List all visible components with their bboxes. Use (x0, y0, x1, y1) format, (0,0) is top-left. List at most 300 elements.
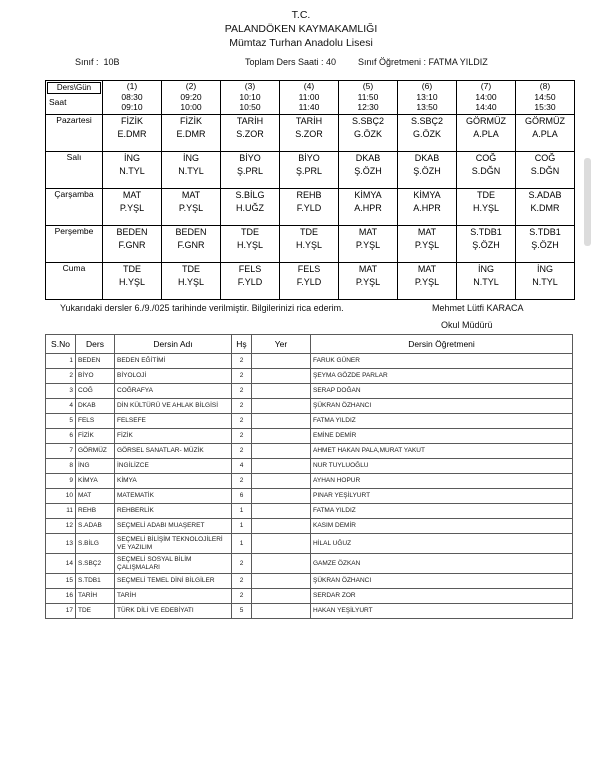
timetable-body (46, 81, 575, 300)
document-header (0, 8, 602, 50)
lesson-course: DKAB (355, 153, 381, 163)
lesson-course: REHB (296, 190, 322, 200)
class-value: 10B (103, 57, 120, 67)
lesson-course: TARİH (295, 116, 323, 126)
course-row-number: 15 (46, 574, 76, 589)
lesson-cell (339, 226, 398, 263)
course-code: S.ADAB (76, 519, 115, 534)
course-place (252, 519, 311, 534)
lesson-teacher: P.YŞL (119, 202, 145, 213)
course-place (252, 444, 311, 459)
lesson-teacher: Ş.PRL (295, 165, 322, 176)
lesson-cell (457, 226, 516, 263)
course-table-header: Dersin Öğretmeni (311, 335, 573, 354)
course-code: DKAB (76, 399, 115, 414)
course-name: SEÇMELİ BİLİŞİM TEKNOLOJİLERİ VE YAZILIM (115, 534, 232, 554)
course-hours: 2 (232, 589, 252, 604)
course-code: FİZİK (76, 429, 115, 444)
course-code: TDE (76, 604, 115, 619)
course-teacher: ŞÜKRAN ÖZHANCI (311, 574, 573, 589)
course-code: GÖRMÜZ (76, 444, 115, 459)
lesson-course: S.ADAB (528, 190, 562, 200)
course-table-row (46, 534, 573, 554)
lesson-cell (103, 226, 162, 263)
course-code: REHB (76, 504, 115, 519)
lesson-teacher: F.YLD (237, 276, 263, 287)
course-code: S.SBÇ2 (76, 554, 115, 574)
period-start-time: 14:50 (534, 91, 556, 102)
saat-label: Saat (49, 97, 67, 107)
lesson-cell (103, 189, 162, 226)
course-name: BİYOLOJİ (115, 369, 232, 384)
course-code: KİMYA (76, 474, 115, 489)
course-table-row (46, 414, 573, 429)
lesson-cell (339, 189, 398, 226)
lesson-cell (516, 115, 575, 152)
lesson-course: S.BİLG (235, 190, 265, 200)
course-code: S.BİLG (76, 534, 115, 554)
period-number: (8) (539, 81, 551, 91)
lesson-teacher: H.YŞL (236, 239, 263, 250)
course-table-header: Dersin Adı (115, 335, 232, 354)
weekly-timetable (45, 80, 575, 300)
course-teacher: HAKAN YEŞİLYURT (311, 604, 573, 619)
course-teacher: KASIM DEMİR (311, 519, 573, 534)
lesson-teacher: Ş.ÖZH (413, 165, 441, 176)
period-start-time: 13:10 (416, 91, 438, 102)
course-place (252, 354, 311, 369)
lesson-course: S.TDB1 (470, 227, 502, 237)
lesson-teacher: P.YŞL (414, 239, 440, 250)
course-name: İNGİLİZCE (115, 459, 232, 474)
lesson-cell (280, 115, 339, 152)
course-table-header: S.No (46, 335, 76, 354)
course-table-row (46, 489, 573, 504)
course-name: SEÇMELİ SOSYAL BİLİM ÇALIŞMALARI (115, 554, 232, 574)
lesson-course: FELS (297, 264, 321, 274)
lesson-course: BEDEN (116, 227, 148, 237)
lesson-course: BEDEN (175, 227, 207, 237)
period-header-cell (280, 81, 339, 115)
course-hours: 1 (232, 534, 252, 554)
course-row-number: 12 (46, 519, 76, 534)
corner-label: Ders\Gün (47, 82, 101, 94)
lesson-teacher: S.DĞN (471, 165, 501, 176)
course-name: SEÇMELİ ADABI MUAŞERET (115, 519, 232, 534)
period-start-time: 10:10 (239, 91, 261, 102)
period-start-time: 11:00 (298, 91, 320, 102)
course-name: MATEMATİK (115, 489, 232, 504)
course-teacher: HİLAL UĞUZ (311, 534, 573, 554)
course-place (252, 504, 311, 519)
period-header-cell (339, 81, 398, 115)
timetable-day-row (46, 226, 575, 263)
course-code: FELS (76, 414, 115, 429)
course-row-number: 13 (46, 534, 76, 554)
course-table-row (46, 384, 573, 399)
lesson-teacher: F.YLD (296, 276, 322, 287)
lesson-course: TDE (241, 227, 259, 237)
course-place (252, 554, 311, 574)
course-name: SEÇMELİ TEMEL DİNİ BİLGİLER (115, 574, 232, 589)
lesson-course: TDE (300, 227, 318, 237)
period-header-cell (516, 81, 575, 115)
lesson-cell (398, 115, 457, 152)
course-place (252, 369, 311, 384)
lesson-course: S.TDB1 (529, 227, 561, 237)
course-place (252, 414, 311, 429)
lesson-cell (457, 263, 516, 300)
period-start-time: 09:20 (180, 91, 202, 102)
lesson-teacher: P.YŞL (355, 276, 381, 287)
lesson-cell (457, 189, 516, 226)
course-table-row (46, 554, 573, 574)
class-info (75, 57, 120, 67)
course-row-number: 11 (46, 504, 76, 519)
lesson-cell (221, 189, 280, 226)
course-hours: 2 (232, 554, 252, 574)
principal-title: Okul Müdürü (441, 320, 493, 330)
lesson-teacher: A.HPR (413, 202, 441, 213)
lesson-course: TDE (182, 264, 200, 274)
course-hours: 2 (232, 574, 252, 589)
course-table-row (46, 429, 573, 444)
course-place (252, 384, 311, 399)
course-name: FİZİK (115, 429, 232, 444)
course-name: COĞRAFYA (115, 384, 232, 399)
lesson-course: TARİH (236, 116, 264, 126)
course-teacher: GAMZE ÖZKAN (311, 554, 573, 574)
lesson-course: MAT (358, 227, 378, 237)
total-hours-info (245, 57, 336, 67)
lesson-course: MAT (181, 190, 201, 200)
lesson-teacher: P.YŞL (355, 239, 381, 250)
lesson-course: FİZİK (180, 116, 202, 126)
course-table-row (46, 354, 573, 369)
course-place (252, 429, 311, 444)
course-hours: 2 (232, 384, 252, 399)
header-district: PALANDÖKEN KAYMAKAMLIĞI (224, 23, 378, 35)
course-row-number: 5 (46, 414, 76, 429)
lesson-teacher: N.TYL (178, 165, 204, 176)
timetable-corner-cell (46, 81, 103, 115)
lesson-course: MAT (417, 227, 437, 237)
course-hours: 1 (232, 519, 252, 534)
course-hours: 1 (232, 504, 252, 519)
period-start-time: 11:50 (357, 91, 379, 102)
lesson-cell (162, 263, 221, 300)
course-row-number: 1 (46, 354, 76, 369)
course-hours: 4 (232, 459, 252, 474)
lesson-cell (280, 189, 339, 226)
course-table-row (46, 399, 573, 414)
course-code: S.TDB1 (76, 574, 115, 589)
lesson-teacher: H.YŞL (472, 202, 499, 213)
course-place (252, 574, 311, 589)
lesson-course: GÖRMÜZ (525, 116, 565, 126)
lesson-cell (339, 115, 398, 152)
course-name: FELSEFE (115, 414, 232, 429)
lesson-cell (280, 263, 339, 300)
period-header-cell (103, 81, 162, 115)
lesson-cell (221, 115, 280, 152)
lesson-teacher: F.GNR (177, 239, 205, 250)
lesson-course: İNG (477, 264, 494, 274)
course-place (252, 589, 311, 604)
course-hours: 2 (232, 414, 252, 429)
day-label: Perşembe (46, 226, 103, 263)
course-teacher: FATMA YILDIZ (311, 504, 573, 519)
course-table-header-row (46, 335, 573, 354)
period-header-cell (162, 81, 221, 115)
lesson-cell (457, 115, 516, 152)
lesson-cell (103, 115, 162, 152)
issuance-note: Yukarıdaki dersler 6./9./025 tarihinde verilmiştir. Bilgilerinizi rica ederim. (60, 303, 344, 313)
course-table-row (46, 519, 573, 534)
class-teacher-info (358, 57, 488, 67)
course-table-body (46, 354, 573, 619)
lesson-teacher: N.TYL (119, 165, 145, 176)
lesson-cell (221, 263, 280, 300)
period-number: (1) (126, 81, 138, 91)
lesson-teacher: Ş.ÖZH (354, 165, 382, 176)
course-code: COĞ (76, 384, 115, 399)
lesson-course: BİYO (239, 153, 261, 163)
timetable-day-row (46, 115, 575, 152)
course-teacher: SERDAR ZOR (311, 589, 573, 604)
course-table-row (46, 444, 573, 459)
lesson-teacher: E.DMR (176, 128, 206, 139)
day-label: Cuma (46, 263, 103, 300)
period-end-time: 10:00 (180, 102, 202, 112)
course-table-row (46, 604, 573, 619)
lesson-teacher: S.DĞN (530, 165, 560, 176)
course-teacher: EMİNE DEMİR (311, 429, 573, 444)
period-start-time: 14:00 (475, 91, 497, 102)
lesson-course: İNG (182, 153, 199, 163)
lesson-cell (339, 263, 398, 300)
lesson-teacher: F.GNR (118, 239, 146, 250)
course-hours: 2 (232, 444, 252, 459)
lesson-cell (398, 189, 457, 226)
lesson-cell (162, 115, 221, 152)
lesson-teacher: H.UĞZ (236, 202, 264, 213)
course-hours: 6 (232, 489, 252, 504)
header-school: Mümtaz Turhan Anadolu Lisesi (229, 37, 373, 49)
period-end-time: 10:50 (239, 102, 261, 112)
lesson-teacher: H.YŞL (118, 276, 145, 287)
lesson-teacher: H.YŞL (295, 239, 322, 250)
lesson-teacher: N.TYL (473, 276, 499, 287)
lesson-teacher: F.YLD (296, 202, 322, 213)
course-table-row (46, 474, 573, 489)
course-teacher: PINAR YEŞİLYURT (311, 489, 573, 504)
course-teacher: NUR TUYLUOĞLU (311, 459, 573, 474)
course-row-number: 16 (46, 589, 76, 604)
course-table-row (46, 504, 573, 519)
course-hours: 2 (232, 429, 252, 444)
course-row-number: 7 (46, 444, 76, 459)
course-table-row (46, 369, 573, 384)
class-teacher-label: Sınıf Öğretmeni : (358, 57, 427, 67)
lesson-teacher: H.YŞL (177, 276, 204, 287)
period-header-cell (221, 81, 280, 115)
course-code: TARİH (76, 589, 115, 604)
course-place (252, 459, 311, 474)
lesson-teacher: A.PLA (532, 128, 558, 139)
course-row-number: 3 (46, 384, 76, 399)
course-teacher: ŞEYMA GÖZDE PARLAR (311, 369, 573, 384)
lesson-teacher: P.YŞL (178, 202, 204, 213)
period-end-time: 14:40 (475, 102, 497, 112)
lesson-teacher: N.TYL (532, 276, 558, 287)
day-label: Çarşamba (46, 189, 103, 226)
period-header-cell (457, 81, 516, 115)
lesson-cell (516, 189, 575, 226)
period-end-time: 13:50 (416, 102, 438, 112)
lesson-course: MAT (358, 264, 378, 274)
lesson-course: COĞ (475, 153, 497, 163)
course-hours: 2 (232, 474, 252, 489)
course-code: İNG (76, 459, 115, 474)
timetable-day-row (46, 263, 575, 300)
period-end-time: 11:40 (298, 102, 320, 112)
period-number: (3) (244, 81, 256, 91)
lesson-course: S.SBÇ2 (351, 116, 384, 126)
lesson-teacher: S.ZOR (295, 128, 323, 139)
period-number: (2) (185, 81, 197, 91)
lesson-cell (398, 263, 457, 300)
lesson-teacher: Ş.ÖZH (531, 239, 559, 250)
course-row-number: 6 (46, 429, 76, 444)
lesson-course: FİZİK (121, 116, 143, 126)
lesson-course: COĞ (534, 153, 556, 163)
course-row-number: 14 (46, 554, 76, 574)
course-table-header: Yer (252, 335, 311, 354)
period-number: (4) (303, 81, 315, 91)
lesson-teacher: Ş.ÖZH (472, 239, 500, 250)
course-place (252, 399, 311, 414)
course-place (252, 534, 311, 554)
lesson-cell (516, 152, 575, 189)
course-name: TÜRK DİLİ VE EDEBİYATI (115, 604, 232, 619)
lesson-teacher: E.DMR (117, 128, 147, 139)
class-label: Sınıf : (75, 57, 99, 67)
total-hours-value: 40 (326, 57, 337, 67)
lesson-course: MAT (122, 190, 142, 200)
course-table-row (46, 589, 573, 604)
timetable-header-row (46, 81, 575, 115)
course-hours: 5 (232, 604, 252, 619)
course-teacher: FARUK GÜNER (311, 354, 573, 369)
course-teacher: AHMET HAKAN PALA,MURAT YAKUT (311, 444, 573, 459)
course-code: BEDEN (76, 354, 115, 369)
lesson-teacher: A.HPR (354, 202, 382, 213)
course-table-header: Hş (232, 335, 252, 354)
lesson-course: BİYO (298, 153, 320, 163)
lesson-teacher: A.PLA (473, 128, 499, 139)
period-end-time: 12:30 (357, 102, 379, 112)
lesson-teacher: G.ÖZK (412, 128, 441, 139)
course-teacher: SERAP DOĞAN (311, 384, 573, 399)
course-place (252, 489, 311, 504)
total-hours-label: Toplam Ders Saati : (245, 57, 324, 67)
course-name: BEDEN EĞİTİMİ (115, 354, 232, 369)
lesson-course: MAT (417, 264, 437, 274)
period-end-time: 09:10 (121, 102, 143, 112)
course-code: MAT (76, 489, 115, 504)
course-name: TARİH (115, 589, 232, 604)
lesson-cell (516, 226, 575, 263)
principal-name: Mehmet Lütfi KARACA (432, 303, 524, 313)
course-name: KİMYA (115, 474, 232, 489)
lesson-course: İNG (123, 153, 140, 163)
course-row-number: 17 (46, 604, 76, 619)
period-number: (7) (480, 81, 492, 91)
course-name: DİN KÜLTÜRÜ VE AHLAK BİLGİSİ (115, 399, 232, 414)
scrollbar-thumb[interactable] (584, 158, 591, 246)
lesson-cell (221, 152, 280, 189)
course-row-number: 8 (46, 459, 76, 474)
class-teacher-value: FATMA YILDIZ (428, 57, 488, 67)
day-label: Salı (46, 152, 103, 189)
course-teacher: FATMA YILDIZ (311, 414, 573, 429)
lesson-cell (516, 263, 575, 300)
lesson-course: GÖRMÜZ (466, 116, 506, 126)
lesson-course: KİMYA (413, 190, 441, 200)
course-name: GÖRSEL SANATLAR- MÜZİK (115, 444, 232, 459)
period-header-cell (398, 81, 457, 115)
course-table-row (46, 459, 573, 474)
course-row-number: 2 (46, 369, 76, 384)
timetable-day-row (46, 189, 575, 226)
lesson-course: TDE (477, 190, 495, 200)
lesson-course: TDE (123, 264, 141, 274)
lesson-cell (398, 226, 457, 263)
course-hours: 2 (232, 369, 252, 384)
lesson-course: S.SBÇ2 (410, 116, 443, 126)
lesson-cell (280, 226, 339, 263)
lesson-course: KİMYA (354, 190, 382, 200)
timetable-day-row (46, 152, 575, 189)
day-label: Pazartesi (46, 115, 103, 152)
period-number: (6) (421, 81, 433, 91)
lesson-teacher: G.ÖZK (353, 128, 382, 139)
course-row-number: 4 (46, 399, 76, 414)
course-table-header: Ders (76, 335, 115, 354)
course-hours: 2 (232, 399, 252, 414)
course-teacher: ŞÜKRAN ÖZHANCI (311, 399, 573, 414)
lesson-course: FELS (238, 264, 262, 274)
course-teacher: AYHAN HOPUR (311, 474, 573, 489)
lesson-cell (280, 152, 339, 189)
lesson-cell (162, 189, 221, 226)
lesson-teacher: P.YŞL (414, 276, 440, 287)
lesson-cell (221, 226, 280, 263)
lesson-course: DKAB (414, 153, 440, 163)
period-end-time: 15:30 (534, 102, 556, 112)
lesson-cell (103, 263, 162, 300)
course-row-number: 10 (46, 489, 76, 504)
lesson-teacher: S.ZOR (236, 128, 264, 139)
lesson-cell (103, 152, 162, 189)
course-list-table (45, 334, 573, 619)
lesson-cell (457, 152, 516, 189)
period-start-time: 08:30 (121, 91, 143, 102)
lesson-teacher: K.DMR (530, 202, 560, 213)
course-row-number: 9 (46, 474, 76, 489)
header-tc: T.C. (291, 9, 311, 21)
